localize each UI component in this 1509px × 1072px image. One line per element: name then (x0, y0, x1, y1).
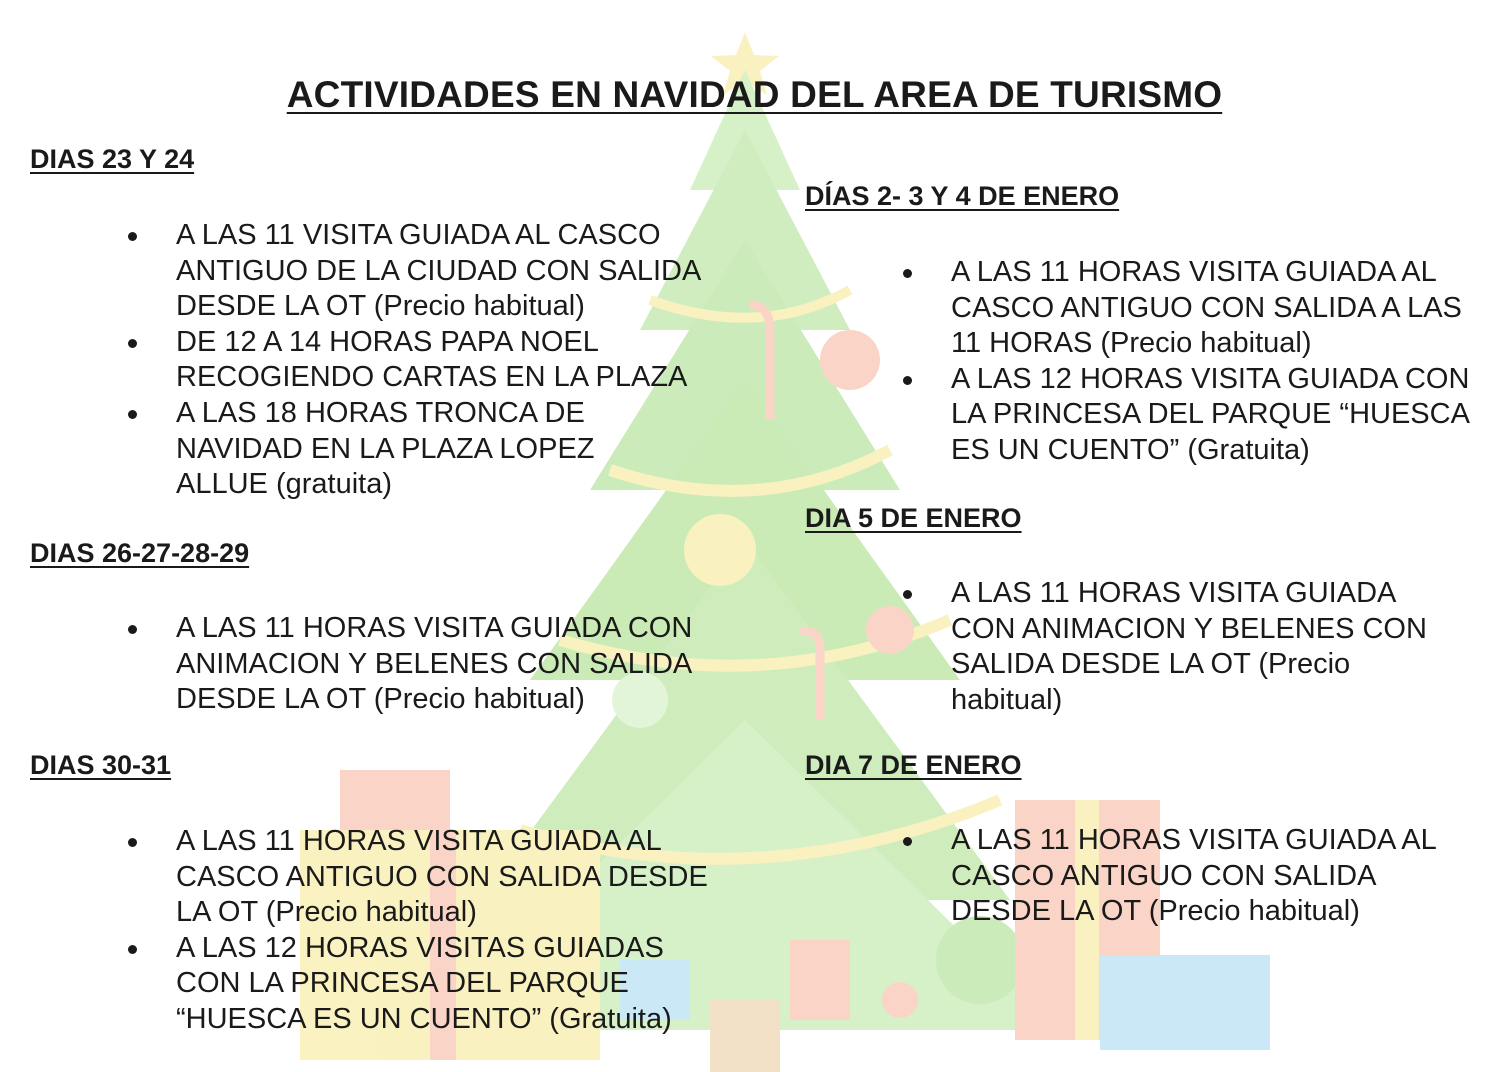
section-heading-dias-30-31: DIAS 30-31 (30, 750, 172, 780)
activity-list (903, 823, 1493, 930)
activity-list (903, 255, 1493, 469)
list-item: DE 12 A 14 HORAS PAPA NOEL RECOGIENDO CARTAS EN LA PLAZA (128, 325, 768, 396)
bullet-icon (128, 945, 137, 954)
section-heading-dias-2-4-enero: DÍAS 2- 3 Y 4 DE ENERO (805, 181, 1120, 211)
bullet-icon (903, 590, 912, 599)
section-heading-dia-5-enero: DIA 5 DE ENERO (805, 503, 1022, 533)
bullet-icon (128, 625, 137, 634)
activity-list (128, 824, 768, 1038)
list-item: A LAS 11 HORAS VISITA GUIADA CON ANIMACION Y BELENES CON SALIDA DESDE LA OT (Precio habitual) (128, 611, 768, 718)
list-item: A LAS 11 VISITA GUIADA AL CASCO ANTIGUO DE LA CIUDAD CON SALIDA DESDE LA OT (Precio habitual) (128, 218, 768, 325)
section-heading-dias-26-29: DIAS 26-27-28-29 (30, 538, 250, 568)
page-title: ACTIVIDADES EN NAVIDAD DEL AREA DE TURISMO (286, 74, 1223, 115)
bullet-icon (128, 410, 137, 419)
list-item: A LAS 11 HORAS VISITA GUIADA AL CASCO ANTIGUO CON SALIDA A LAS 11 HORAS (Precio habitual) (903, 255, 1493, 362)
bullet-icon (903, 376, 912, 385)
list-item: A LAS 11 HORAS VISITA GUIADA CON ANIMACION Y BELENES CON SALIDA DESDE LA OT (Precio habitual) (903, 576, 1493, 718)
bullet-icon (128, 232, 137, 241)
bullet-icon (903, 269, 912, 278)
activity-list (128, 218, 768, 503)
section-heading-dias-23-24: DIAS 23 Y 24 (30, 144, 195, 174)
list-item: A LAS 12 HORAS VISITAS GUIADAS CON LA PRINCESA DEL PARQUE “HUESCA ES UN CUENTO” (Gratuita) (128, 931, 768, 1038)
bullet-icon (128, 339, 137, 348)
activity-list (128, 611, 768, 718)
list-item: A LAS 18 HORAS TRONCA DE NAVIDAD EN LA PLAZA LOPEZ ALLUE (gratuita) (128, 396, 768, 503)
list-item: A LAS 11 HORAS VISITA GUIADA AL CASCO ANTIGUO CON SALIDA DESDE LA OT (Precio habitual) (128, 824, 768, 931)
bullet-icon (128, 838, 137, 847)
bullet-icon (903, 837, 912, 846)
section-heading-dia-7-enero: DIA 7 DE ENERO (805, 750, 1022, 780)
activity-list (903, 576, 1493, 718)
list-item: A LAS 12 HORAS VISITA GUIADA CON LA PRINCESA DEL PARQUE “HUESCA ES UN CUENTO” (Gratuita) (903, 362, 1493, 469)
list-item: A LAS 11 HORAS VISITA GUIADA AL CASCO ANTIGUO CON SALIDA DESDE LA OT (Precio habitual) (903, 823, 1493, 930)
